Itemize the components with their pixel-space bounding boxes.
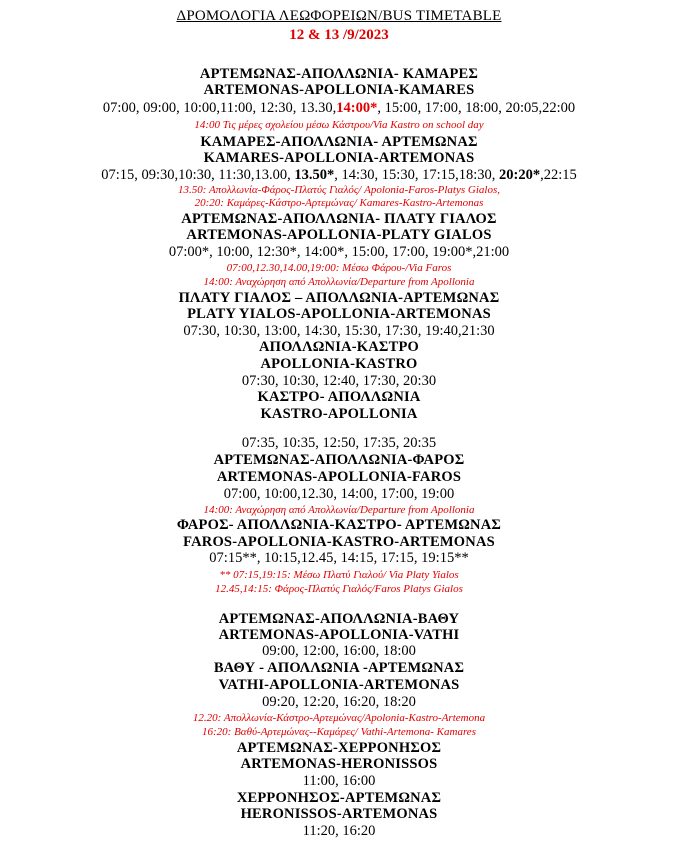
- route-title-greek: ΑΡΤΕΜΩΝΑΣ-ΑΠΟΛΛΩΝΙΑ- ΠΛΑΤΥ ΓΙΑΛΟΣ: [181, 211, 497, 227]
- route-note: 20:20: Καμάρες-Κάστρο-Αρτεμώνας/ Kamares-Kastro-Artemonas: [194, 197, 484, 209]
- departure-times: 07:30, 10:30, 12:40, 17:30, 20:30: [241, 373, 437, 389]
- route-note: 14:00: Αναχώρηση από Απολλωνία/Departure from Apollonia: [203, 276, 475, 288]
- route-title-greek: ΠΛΑΤΥ ΓΙΑΛΟΣ – ΑΠΟΛΛΩΝΙΑ-ΑΡΤΕΜΩΝΑΣ: [178, 290, 500, 306]
- route-title-english: ARTEMONAS-APOLLONIA-FAROS: [216, 469, 462, 485]
- route-title-english: KASTRO-APOLLONIA: [260, 406, 418, 422]
- route-note: 16:20: Βαθύ-Αρτεμώνας--Καμάρες/ Vathi-Artemona- Kamares: [202, 726, 476, 738]
- highlighted-time: 13.50*: [294, 167, 335, 183]
- highlighted-time: 14:00*: [336, 100, 378, 116]
- departure-times: 11:20, 16:20: [302, 823, 376, 839]
- departure-times: 07:00, 10:00,12.30, 14:00, 17:00, 19:00: [223, 486, 455, 502]
- document-title: ΔΡΟΜΟΛΟΓΙΑ ΛΕΩΦΟΡΕΙΩΝ/BUS TIMETABLE: [176, 8, 502, 24]
- route-note: 12.45,14:15: Φάρος-Πλατύς Γιαλός/Faros Platys Gialos: [215, 583, 463, 595]
- route-title-greek: ΑΡΤΕΜΩΝΑΣ-ΑΠΟΛΛΩΝΙΑ- ΚΑΜΑΡΕΣ: [199, 66, 479, 82]
- departure-times: 11:00, 16:00: [302, 773, 376, 789]
- route-title-english: APOLLONIA-KASTRO: [260, 356, 418, 372]
- route-title-english: HERONISSOS-ARTEMONAS: [240, 806, 438, 822]
- route-note: 14:00: Αναχώρηση από Απολλωνία/Departure from Apollonia: [203, 504, 475, 516]
- route-note: 07:00,12.30,14.00,19:00: Μέσω Φάρου-/Via Faros: [226, 262, 452, 274]
- departure-times: 07:30, 10:30, 13:00, 14:30, 15:30, 17:30, 19:40,21:30: [183, 323, 495, 339]
- document-date: 12 & 13 /9/2023: [289, 27, 389, 43]
- route-title-english: ARTEMONAS-APOLLONIA-PLATY GIALOS: [186, 227, 492, 243]
- departure-times: 07:00, 09:00, 10:00,11:00, 12:30, 13.30,14:00*, 15:00, 17:00, 18:00, 20:05,22:00: [102, 100, 576, 116]
- departure-times: 09:20, 12:20, 16:20, 18:20: [262, 694, 416, 710]
- route-title-english: PLATY YIALOS-APOLLONIA-ARTEMONAS: [187, 306, 491, 322]
- route-title-greek: ΑΡΤΕΜΩΝΑΣ-ΑΠΟΛΛΩΝΙΑ-ΒΑΘΥ: [218, 611, 460, 627]
- departure-times: 07:35, 10:35, 12:50, 17:35, 20:35: [241, 435, 437, 451]
- route-title-english: KAMARES-APOLLONIA-ARTEMONAS: [203, 150, 475, 166]
- departure-times: 09:00, 12:00, 16:00, 18:00: [262, 643, 416, 659]
- route-title-greek: ΦΑΡΟΣ- ΑΠΟΛΛΩΝΙΑ-ΚΑΣΤΡΟ- ΑΡΤΕΜΩΝΑΣ: [176, 517, 502, 533]
- route-title-greek: ΚΑΜΑΡΕΣ-ΑΠΟΛΛΩΝΙΑ- ΑΡΤΕΜΩΝΑΣ: [200, 134, 478, 150]
- route-note: 12.20: Απολλωνία-Κάστρο-Αρτεμώνας/Apolonia-Kastro-Artemona: [192, 712, 486, 724]
- departure-times: 07:15, 09:30,10:30, 11:30,13.00, 13.50*, 14:30, 15:30, 17:15,18:30, 20:20*,22:15: [101, 167, 577, 183]
- route-note: 13.50: Απολλωνία-Φάρος-Πλατύς Γιαλός/ Apolonia-Faros-Platys Gialos,: [178, 184, 500, 196]
- route-title-greek: ΚΑΣΤΡΟ- ΑΠΟΛΛΩΝΙΑ: [257, 389, 421, 405]
- departure-times: 07:00*, 10:00, 12:30*, 14:00*, 15:00, 17:00, 19:00*,21:00: [168, 244, 510, 260]
- route-title-greek: ΒΑΘΥ - ΑΠΟΛΛΩΝΙΑ -ΑΡΤΕΜΩΝΑΣ: [213, 660, 465, 676]
- highlighted-time: 20:20*: [499, 167, 541, 183]
- route-note: ** 07:15,19:15: Μέσω Πλατύ Γιαλού/ Via Platy Yialos: [219, 569, 459, 581]
- route-title-greek: ΑΠΟΛΛΩΝΙΑ-ΚΑΣΤΡΟ: [258, 339, 420, 355]
- route-title-english: FAROS-APOLLONIA-KASTRO-ARTEMONAS: [183, 534, 495, 550]
- route-title-english: ARTEMONAS-HERONISSOS: [240, 756, 438, 772]
- route-title-english: ARTEMONAS-APOLLONIA-VATHI: [218, 627, 460, 643]
- departure-times: 07:15**, 10:15,12.45, 14:15, 17:15, 19:15**: [209, 550, 469, 566]
- route-note: 14:00 Τις μέρες σχολείου μέσω Κάστρου/Via Kastro on school day: [194, 119, 484, 131]
- route-title-greek: ΑΡΤΕΜΩΝΑΣ-ΧΕΡΡΟΝΗΣΟΣ: [236, 740, 442, 756]
- route-title-greek: ΑΡΤΕΜΩΝΑΣ-ΑΠΟΛΛΩΝΙΑ-ΦΑΡΟΣ: [213, 452, 465, 468]
- route-title-greek: ΧΕΡΡΟΝΗΣΟΣ-ΑΡΤΕΜΩΝΑΣ: [236, 790, 442, 806]
- route-title-english: ARTEMONAS-APOLLONIA-KAMARES: [203, 82, 475, 98]
- route-title-english: VATHI-APOLLONIA-ARTEMONAS: [218, 677, 460, 693]
